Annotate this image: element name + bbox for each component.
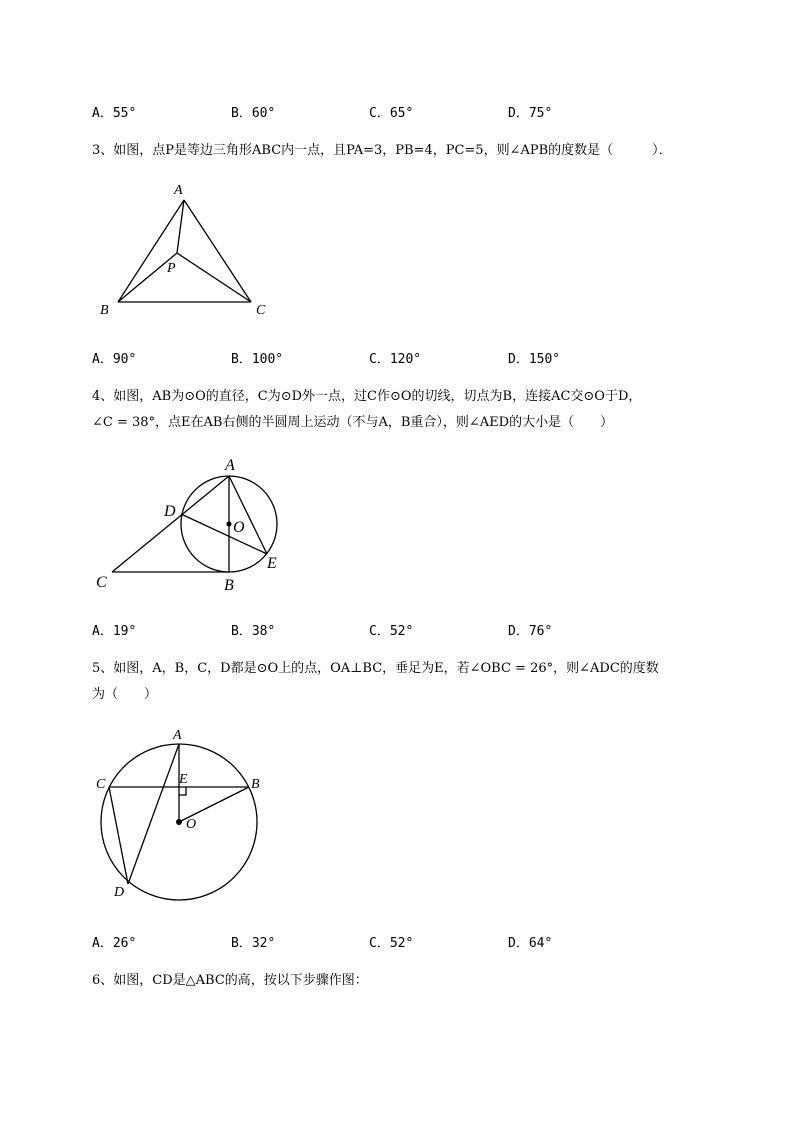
q5-label-o: O: [186, 817, 197, 832]
q5-option-a: A．26°: [92, 936, 137, 951]
q3-stem: 3、如图，点P是等边三角形ABC内一点，且PA=3，PB=4，PC=5，则∠APB的度数是（ ）．: [92, 143, 672, 158]
q5-option-b: B．32°: [231, 936, 276, 951]
q3-triangle-figure: [90, 178, 280, 323]
q4-option-b: B．38°: [231, 624, 276, 639]
q3-label-p: P: [167, 261, 176, 276]
q3-option-c: C．120°: [369, 352, 422, 367]
q3-label-b: B: [100, 303, 109, 318]
q5-label-a: A: [173, 728, 182, 743]
q4-option-d: D．76°: [508, 624, 553, 639]
q5-label-b: B: [251, 777, 260, 792]
q4-label-o: O: [233, 519, 245, 536]
q4-option-c: C．52°: [369, 624, 414, 639]
q5-label-e: E: [179, 772, 188, 787]
q4-stem-line2: ∠C = 38°，点E在AB右侧的半圆周上运动（不与A，B重合），则∠AED的大小是（ ）: [92, 415, 614, 430]
q2-option-b: B．60°: [231, 106, 276, 121]
q5-stem-line2: 为（ ）: [92, 687, 158, 702]
q4-label-e: E: [267, 555, 277, 572]
q5-option-d: D．64°: [508, 936, 553, 951]
q4-label-c: C: [96, 574, 107, 591]
q3-label-a: A: [174, 183, 183, 198]
q5-option-c: C．52°: [369, 936, 414, 951]
q2-option-c: C．65°: [369, 106, 414, 121]
q2-option-a: A．55°: [92, 106, 137, 121]
q4-stem-line1: 4、如图，AB为⊙O的直径，C为⊙D外一点，过C作⊙O的切线，切点为B，连接AC交⊙O于D，: [92, 389, 642, 404]
q5-label-c: C: [96, 777, 106, 792]
q4-option-a: A．19°: [92, 624, 137, 639]
q5-circle-figure: [90, 722, 275, 907]
q2-option-d: D．75°: [508, 106, 553, 121]
q6-stem: 6、如图，CD是△ABC的高，按以下步骤作图：: [92, 973, 368, 988]
q5-stem-line1: 5、如图，A，B，C，D都是⊙O上的点，OA⊥BC，垂足为E，若∠OBC = 26°，则∠ADC的度数: [92, 661, 659, 676]
q4-circle-figure: [90, 452, 300, 597]
q4-label-d: D: [164, 503, 176, 520]
q3-option-b: B．100°: [231, 352, 284, 367]
q3-option-a: A．90°: [92, 352, 137, 367]
q3-label-c: C: [256, 303, 266, 318]
q3-option-d: D．150°: [508, 352, 561, 367]
q5-label-d: D: [114, 885, 125, 900]
q4-label-b: B: [224, 577, 234, 594]
q4-label-a: A: [225, 457, 235, 474]
